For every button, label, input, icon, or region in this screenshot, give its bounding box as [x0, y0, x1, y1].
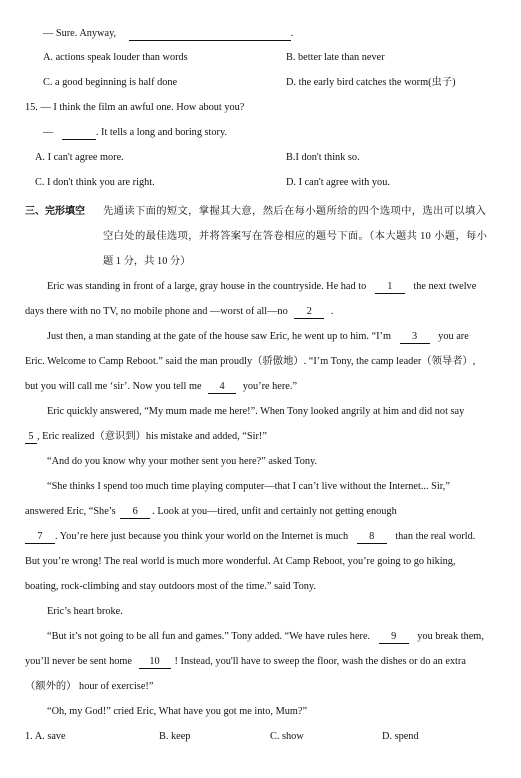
q14-option-d: D. the early bird catches the worm(虫子) [286, 77, 456, 88]
passage-text: the next twelve [413, 281, 477, 292]
q1-option-c[interactable]: C. show [270, 731, 304, 742]
q14-option-c: C. a good beginning is half done [43, 77, 178, 88]
passage-line: But you’re wrong! The real world is much more wonderful. At Camp Reboot, you’re going to go hiking, [25, 556, 456, 567]
passage-line [25, 380, 297, 394]
passage-text: Eric was standing in front of a large, gray house in the countryside. He had to [47, 281, 367, 292]
q14-stem-text: — Sure. Anyway, [43, 28, 117, 39]
passage-line [25, 655, 466, 669]
passage-text: . [330, 306, 334, 317]
q14-option-b: B. better late than never [286, 52, 385, 63]
q15-answer-blank[interactable] [62, 127, 96, 140]
passage-line: “And do you know why your mother sent you here?” asked Tony. [47, 456, 318, 467]
q1-option-a[interactable]: 1. A. save [25, 731, 66, 742]
passage-line [47, 630, 484, 644]
passage-text: . You’re here just because you think your world on the Internet is much [55, 531, 349, 542]
q15-reply [43, 126, 227, 140]
passage-line: “Oh, my God!” cried Eric, What have you got me into, Mum?” [47, 706, 308, 717]
passage-text: than the real world. [395, 531, 476, 542]
blank-2[interactable]: 2 [294, 306, 324, 319]
passage-line [25, 530, 475, 544]
q14-stem [43, 27, 293, 41]
passage-text: answered Eric, “She’s [25, 506, 116, 517]
passage-line [25, 430, 267, 444]
passage-text: Just then, a man standing at the gate of the house saw Eric, he went up to him. “I’m [47, 331, 392, 342]
passage-line [25, 305, 333, 319]
passage-line [25, 505, 397, 519]
passage-text: days there with no TV, no mobile phone and —worst of all—no [25, 306, 288, 317]
passage-text: you break them, [417, 631, 484, 642]
passage-text: ! Instead, you'll have to sweep the floor, wash the dishes or do an extra [174, 656, 466, 667]
passage-line: Eric’s heart broke. [47, 606, 123, 617]
passage-text: you’re here.” [242, 381, 298, 392]
passage-line [47, 280, 476, 294]
q14-answer-blank[interactable] [129, 28, 291, 41]
passage-line: Eric quickly answered, “My mum made me here!”. When Tony looked angrily at him and did not say [47, 406, 465, 417]
q15-stem: 15. — I think the film an awful one. How about you? [25, 102, 245, 113]
q15-reply-suffix: . It tells a long and boring story. [95, 127, 228, 138]
blank-10[interactable]: 10 [139, 656, 171, 669]
passage-text: you’ll never be sent home [25, 656, 132, 667]
q15-option-c: C. I don't think you are right. [35, 177, 155, 188]
passage-text: . Look at you—tired, unfit and certainly not getting enough [152, 506, 397, 517]
passage-line [47, 330, 469, 344]
q14-stem-end: . [290, 28, 294, 39]
blank-9[interactable]: 9 [379, 631, 409, 644]
passage-text: but you will call me ‘sir’. Now you tell me [25, 381, 202, 392]
q15-reply-dash: — [43, 127, 54, 138]
passage-text: “But it’s not going to be all fun and games.” Tony added. “We have rules here. [47, 631, 371, 642]
blank-6[interactable]: 6 [120, 506, 150, 519]
section3-instruction-line1: 先通读下面的短文，掌握其大意，然后在每小题所给的四个选项中，选出可以填入 [103, 206, 487, 217]
blank-7[interactable]: 7 [25, 531, 55, 544]
passage-text: you are [438, 331, 469, 342]
q15-option-d: D. I can't agree with you. [286, 177, 390, 188]
section3-heading: 三、完形填空 [25, 206, 85, 217]
blank-3[interactable]: 3 [400, 331, 430, 344]
q1-option-d[interactable]: D. spend [382, 731, 419, 742]
blank-5[interactable]: 5 [25, 431, 37, 444]
passage-line: Eric. Welcome to Camp Reboot.” said the man proudly（骄傲地）. “I’m Tony, the camp leader（领导者）, [25, 356, 476, 367]
q1-option-b[interactable]: B. keep [159, 731, 191, 742]
section3-instruction-line2: 空白处的最佳选项，并将答案写在答卷相应的题号下面。（本大题共 10 小题，每小 [103, 231, 488, 242]
q15-option-b: B.I don't think so. [286, 152, 360, 163]
passage-line: “She thinks I spend too much time playing computer—that I can’t live without the Internet... Sir,” [47, 481, 450, 492]
passage-line: boating, rock-climbing and stay outdoors most of the time.” said Tony. [25, 581, 316, 592]
q14-option-a: A. actions speak louder than words [43, 52, 188, 63]
blank-1[interactable]: 1 [375, 281, 405, 294]
blank-4[interactable]: 4 [208, 381, 236, 394]
q15-option-a: A. I can't agree more. [35, 152, 124, 163]
blank-8[interactable]: 8 [357, 531, 387, 544]
passage-text: , Eric realized（意识到）his mistake and added, “Sir!” [37, 431, 267, 442]
passage-line: （额外的） hour of exercise!” [25, 681, 154, 692]
section3-instruction-line3: 题 1 分，共 10 分） [103, 256, 191, 267]
